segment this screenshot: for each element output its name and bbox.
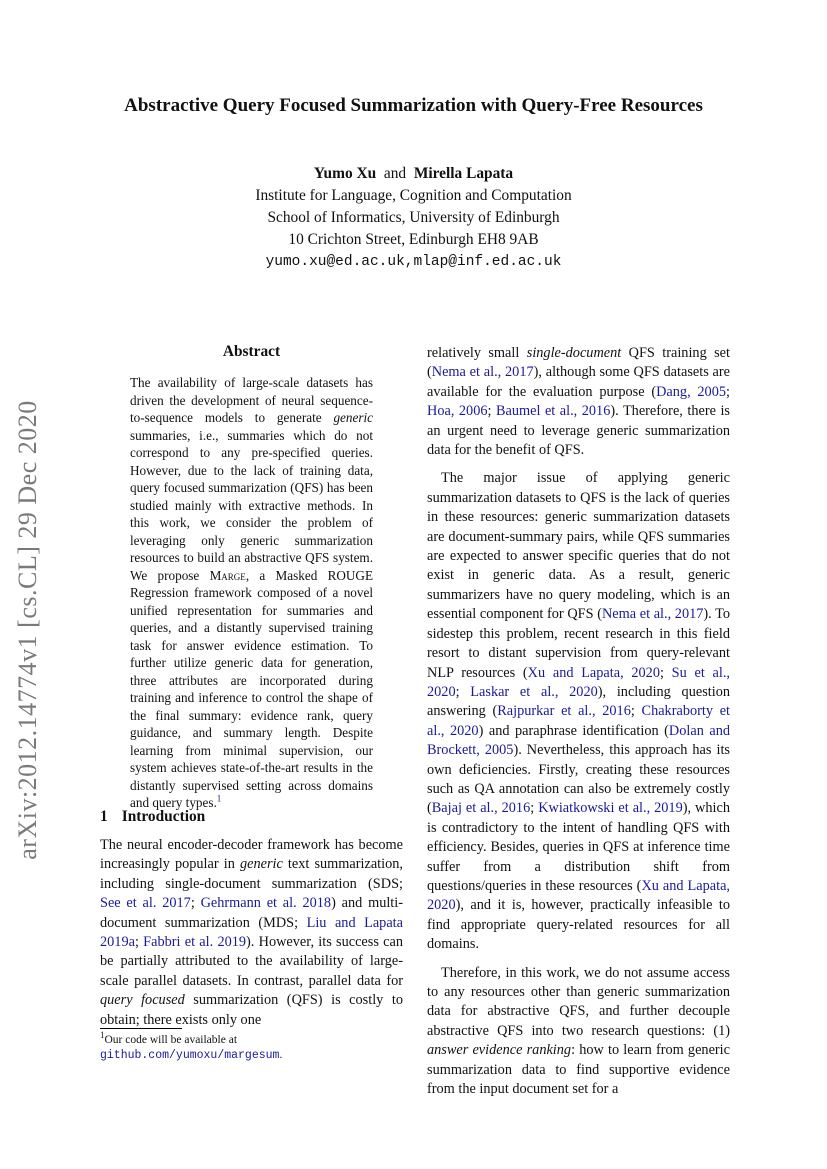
citation-link[interactable]: Liu and Lapata 2019a (100, 914, 403, 951)
arxiv-side-stamp (10, 360, 46, 900)
section-title: Introduction (121, 808, 206, 825)
footnote-divider (100, 1028, 182, 1029)
citation-link[interactable]: Baumel et al., 2016 (495, 403, 611, 420)
citation-link[interactable]: Xu and Lapata, 2020 (427, 877, 730, 914)
body-paragraph: relatively small single-document QFS training set (Nema et al., 2017), although some QFS datasets are available for the evaluation purpose (Dang, 2005; Hoa, 2006; Baumel et al., 2016). Therefore, there is an urgent need to leverage generic summarization data for the benefit of QFS. (427, 345, 730, 459)
footnote-marker[interactable]: 1 (216, 793, 222, 804)
author-names (0, 163, 827, 185)
section-heading-introduction (100, 808, 205, 826)
arxiv-identifier: arXiv:2012.14774v1 [cs.CL] 29 Dec 2020 (13, 400, 42, 860)
paper-title: Abstractive Query Focused Summarization with Query-Free Resources (124, 95, 703, 116)
author-2: Mirella Lapata (413, 165, 514, 182)
citation-link[interactable]: See et al. 2017 (100, 895, 191, 912)
citation-link[interactable]: Laskar et al., 2020 (470, 683, 598, 700)
citation-link[interactable]: Nema et al., 2017 (601, 606, 704, 623)
body-paragraph: The major issue of applying generic summarization datasets to QFS is the lack of queries in these resources: generic summarization datasets are document-summary pairs, while QFS summaries are expected to answer specific queries that do not exist in generic data. As a result, generic summarizers have no query modeling, which is an essential component for QFS (Nema et al., 2017). To sidestep this problem, recent research in this field resort to distant supervision from query-relevant NLP resources (Xu and Lapata, 2020; Su et al., 2020; Laskar et al., 2020), including question answering (Rajpurkar et al., 2016; Chakraborty et al., 2020) and paraphrase identification (Dolan and Brockett, 2005). Nevertheless, this approach has its own deficiencies. Firstly, creating these resources such as QA annotation can also be extremely costly (Bajaj et al., 2016; Kwiatkowski et al., 2019), which is contradictory to the intent of handling QFS with efficiency. Besides, queries in QFS at inference time suffer from a distribution shift from questions/queries in these resources (Xu and Lapata, 2020), and it is, however, practically infeasible to find appropriate query-related resources for all domains. (427, 470, 731, 953)
author-block (0, 163, 827, 273)
author-1: Yumo Xu (313, 165, 377, 182)
code-link[interactable]: github.com/yumoxu/margesum (100, 1049, 280, 1062)
citation-link[interactable]: Dang, 2005 (656, 383, 727, 400)
author-conjunction: and (383, 165, 407, 182)
citation-link[interactable]: Bajaj et al., 2016 (431, 800, 531, 817)
affiliation-address: 10 Crichton Street, Edinburgh EH8 9AB (288, 231, 539, 248)
citation-link[interactable]: Kwiatkowski et al., 2019 (538, 800, 683, 817)
citation-link[interactable]: Xu and Lapata, 2020 (527, 664, 660, 681)
section-number: 1 (100, 808, 108, 825)
body-paragraph: Therefore, in this work, we do not assume access to any resources other than generic summarization data for abstractive QFS, and further decouple abstractive QFS into two research questions: (1) answer evidence ranking: how to learn from generic summarization data to find supportive evidence from the input document set for a (427, 964, 730, 1098)
citation-link[interactable]: Dolan and Brockett, 2005 (427, 722, 731, 759)
author-emails: yumo.xu@ed.ac.uk,mlap@inf.ed.ac.uk (265, 254, 562, 270)
affiliation-institute: Institute for Language, Cognition and Computation (255, 187, 572, 204)
affiliation-school: School of Informatics, University of Edinburgh (267, 209, 560, 226)
abstract-heading: Abstract (222, 343, 281, 360)
citation-link[interactable]: Su et al., 2020 (427, 664, 730, 700)
citation-link[interactable]: Nema et al., 2017 (431, 364, 534, 381)
citation-link[interactable]: Fabbri et al. 2019 (143, 934, 247, 951)
citation-link[interactable]: Chakraborty et al., 2020 (427, 703, 731, 739)
abstract-text: The availability of large-scale datasets has driven the development of neural sequence-to-sequence models to generate generic summaries, i.e., summaries which do not correspond to any pre-specified queries. However, due to the lack of training data, query focused summarization (QFS) has been studied mainly with extractive methods. In this work, we consider the problem of leveraging only generic summarization resources to build an abstractive QFS system. We propose Marge, a Masked ROUGE Regression framework composed of a novel unified representation for summaries and queries, and a distantly supervised training task for answer evidence estimation. To further utilize generic data for generation, three attributes are incorporated during training and inference to control the shape of the final summary: evidence rank, query guidance, and summary length. Despite learning from minimal supervision, our system achieves state-of-the-art results in the distantly supervised setting across domains and query types.$^1$ (130, 375, 373, 810)
citation-link[interactable]: Hoa, 2006 (427, 403, 488, 420)
footnote: $^1$Our code will be available at github.com/yumoxu/margesum. (100, 1030, 283, 1062)
citation-link[interactable]: Gehrmann et al. 2018 (200, 895, 332, 912)
intro-paragraph: The neural encoder-decoder framework has become increasingly popular in generic text summarization, including single-document summarization (SDS; See et al. 2017; Gehrmann et al. 2018) and multi-document summarization (MDS; Liu and Lapata 2019a; Fabbri et al. 2019). However, its success can be partially attributed to the availability of large-scale parallel datasets. In contrast, parallel data for query focused summarization (QFS) is costly to obtain; there exists only one (100, 837, 404, 1028)
citation-link[interactable]: Rajpurkar et al., 2016 (497, 703, 631, 720)
right-column-text (427, 344, 730, 1099)
